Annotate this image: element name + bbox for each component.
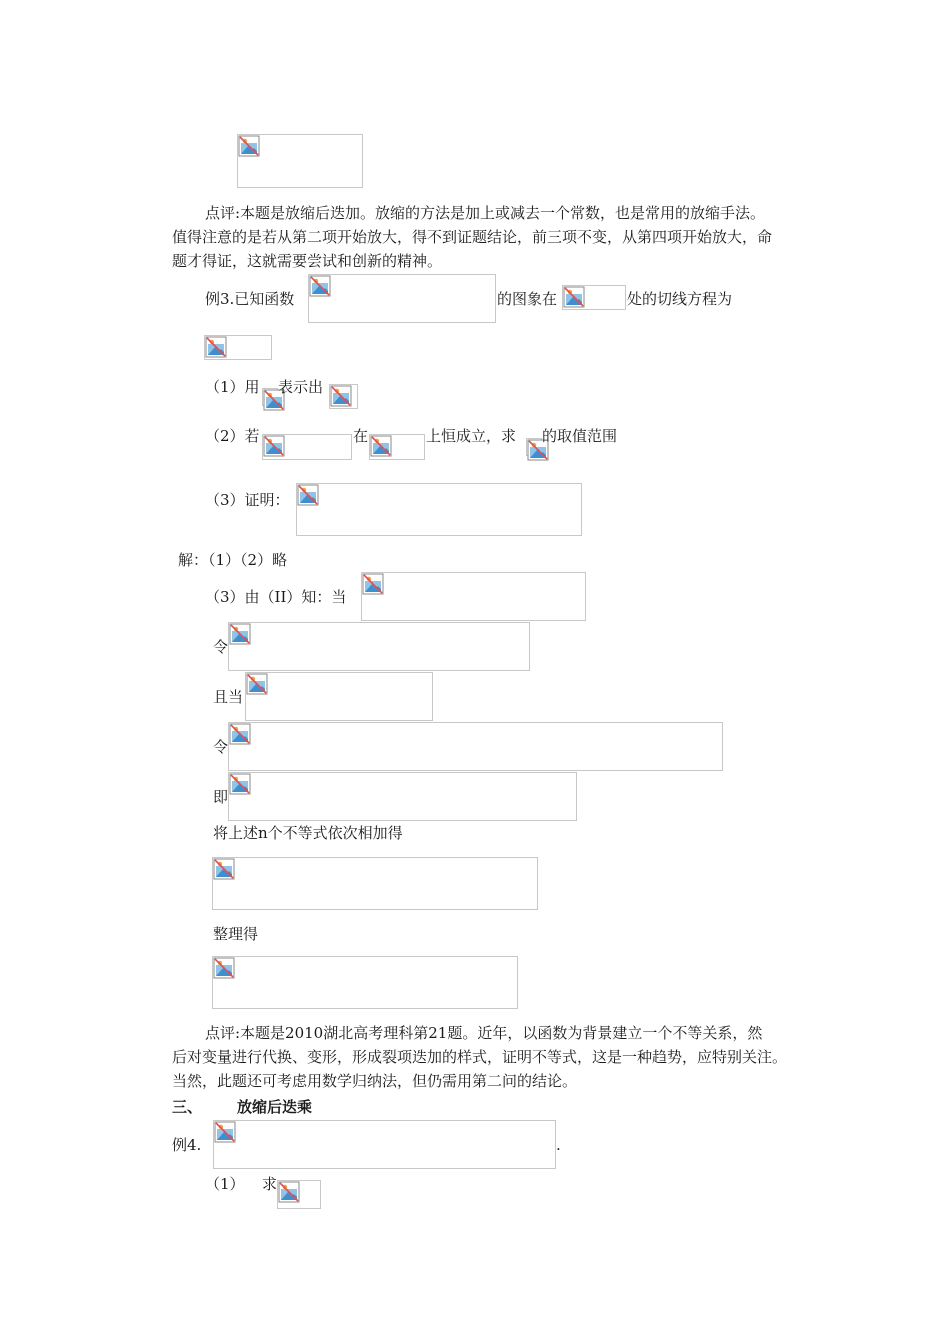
example3-q1-b: 表示出 — [278, 378, 324, 396]
formula-image-step2 — [228, 622, 530, 671]
formula-image-example4-q1 — [277, 1180, 321, 1209]
comment2-line2: 后对变量进行代换、变形，形成裂项迭加的样式，证明不等式，这是一种趋势，应特别关注。 — [172, 1048, 788, 1066]
broken-image-icon — [297, 484, 319, 506]
example3-q2-d: 的取值范围 — [542, 427, 618, 445]
broken-image-icon — [213, 858, 235, 880]
example3-q2-b: 在 — [353, 427, 369, 445]
broken-image-icon — [278, 1181, 300, 1203]
example3-suffix: 处的切线方程为 — [627, 290, 733, 308]
comment2-line3: 当然，此题还可考虑用数学归纳法，但仍需用第二问的结论。 — [172, 1072, 578, 1090]
solution-step4: 令 — [213, 738, 229, 756]
example3-q2-c: 上恒成立，求 — [426, 427, 517, 445]
example4-period: . — [556, 1136, 561, 1154]
broken-image-icon — [213, 957, 235, 979]
broken-image-icon — [330, 385, 352, 407]
formula-image-function — [308, 274, 496, 323]
formula-image-point — [562, 285, 626, 310]
broken-image-icon — [238, 135, 260, 157]
formula-image-var-b — [329, 384, 358, 409]
example4-q1-text: 求 — [262, 1175, 278, 1193]
solution-label: 解：（1）（2）略 — [178, 551, 288, 569]
formula-image-step1 — [361, 572, 586, 621]
section3-number: 三、 — [172, 1098, 203, 1116]
broken-image-icon — [263, 435, 285, 457]
broken-image-icon — [205, 336, 227, 358]
solution-step6: 将上述n个不等式依次相加得 — [213, 824, 403, 842]
comment2-line1: 点评:本题是2010湖北高考理科第21题。近年，以函数为背景建立一个不等关系，然 — [205, 1024, 763, 1042]
formula-image-result — [212, 956, 518, 1009]
formula-image-inequality — [262, 434, 352, 460]
formula-image-var-a — [262, 388, 278, 406]
solution-step7: 整理得 — [213, 925, 259, 943]
example4-q1-num: （1） — [205, 1175, 245, 1193]
comment1-line2: 值得注意的是若从第二项开始放大，得不到证题结论，前三项不变，从第四项开始放大，命 — [172, 228, 773, 246]
broken-image-icon — [229, 723, 251, 745]
formula-image-var-c — [526, 438, 542, 456]
broken-image-icon — [309, 275, 331, 297]
broken-image-icon — [362, 573, 384, 595]
comment1-line3: 题才得证，这就需要尝试和创新的精神。 — [172, 252, 443, 270]
formula-image-sum — [212, 857, 538, 910]
broken-image-icon — [229, 773, 251, 795]
broken-image-icon — [246, 673, 268, 695]
broken-image-icon — [563, 286, 585, 308]
example3-q3: （3）证明： — [205, 491, 290, 509]
comment1-line1: 点评:本题是放缩后迭加。放缩的方法是加上或减去一个常数，也是常用的放缩手法。 — [205, 204, 766, 222]
formula-image-step5 — [228, 772, 577, 821]
example3-q2-a: （2）若 — [205, 427, 260, 445]
formula-image-step4 — [228, 722, 723, 771]
solution-step5: 即 — [213, 788, 229, 806]
formula-image-proof — [296, 483, 582, 536]
example4-label: 例4. — [172, 1136, 202, 1154]
example3-prefix: 例3.已知函数 — [205, 290, 295, 308]
formula-image-1 — [237, 134, 363, 188]
solution-step2: 令 — [213, 638, 229, 656]
broken-image-icon — [229, 623, 251, 645]
formula-image-tangent — [204, 335, 272, 360]
formula-image-interval — [369, 434, 425, 460]
broken-image-icon — [214, 1121, 236, 1143]
example3-mid: 的图象在 — [497, 290, 558, 308]
section3-title: 放缩后迭乘 — [237, 1098, 313, 1116]
example3-q1-a: （1）用 — [205, 378, 260, 396]
formula-image-example4 — [213, 1120, 556, 1169]
solution-step1: （3）由（II）知：当 — [205, 588, 347, 606]
broken-image-icon — [370, 435, 392, 457]
solution-step3: 且当 — [213, 688, 244, 706]
formula-image-step3 — [245, 672, 433, 721]
